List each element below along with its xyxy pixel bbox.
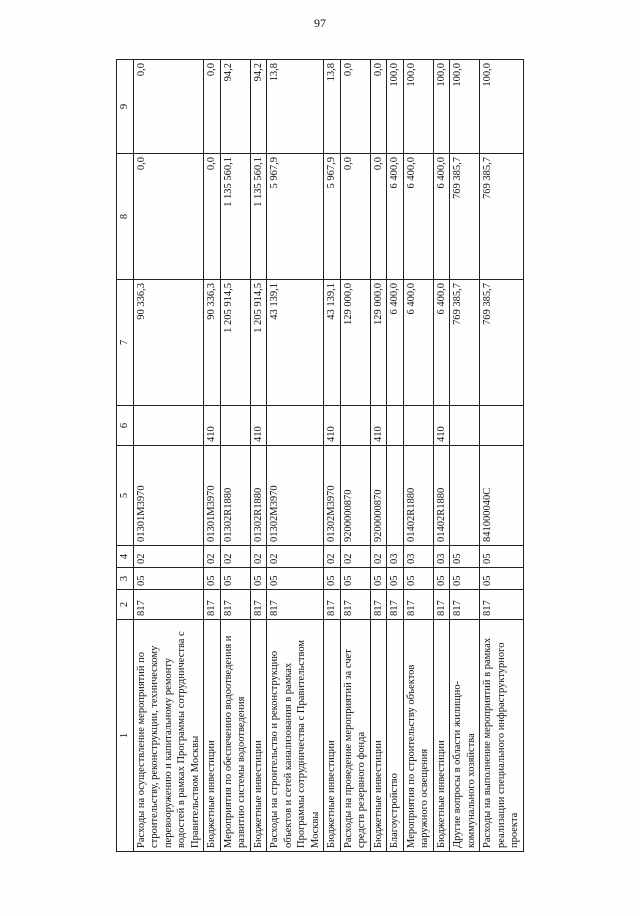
row-code-3: 05 — [250, 568, 267, 590]
header-row — [117, 60, 134, 852]
row-code-3: 05 — [480, 568, 524, 590]
table-row — [267, 60, 324, 852]
row-code-5: 01302R1880 — [220, 446, 250, 546]
row-value-8: 6 400,0 — [387, 154, 404, 280]
row-code-6 — [480, 406, 524, 446]
header-col-8: 8 — [117, 154, 134, 280]
table-row — [403, 60, 433, 852]
row-name: Бюджетные инвестиции — [324, 620, 341, 852]
row-code-6 — [387, 406, 404, 446]
row-code-5: 9200000870 — [340, 446, 370, 546]
header-col-4: 4 — [117, 546, 134, 568]
row-value-8: 1 135 560,1 — [220, 154, 250, 280]
row-code-4: 02 — [204, 546, 221, 568]
row-code-2: 817 — [133, 590, 204, 620]
row-code-6: 410 — [250, 406, 267, 446]
row-value-8: 0,0 — [133, 154, 204, 280]
row-value-7: 43 139,1 — [267, 280, 324, 406]
row-code-4: 05 — [480, 546, 524, 568]
row-code-2: 817 — [480, 590, 524, 620]
row-value-8: 6 400,0 — [403, 154, 433, 280]
row-code-2: 817 — [204, 590, 221, 620]
row-code-5: 01301M3970 — [133, 446, 204, 546]
table-row — [324, 60, 341, 852]
row-code-2: 817 — [370, 590, 387, 620]
row-code-6: 410 — [204, 406, 221, 446]
row-value-8: 769 385,7 — [450, 154, 480, 280]
row-code-3: 05 — [204, 568, 221, 590]
table-row — [387, 60, 404, 852]
row-value-7: 129 000,0 — [370, 280, 387, 406]
header-col-6: 6 — [117, 406, 134, 446]
row-code-6 — [403, 406, 433, 446]
row-code-2: 817 — [220, 590, 250, 620]
row-value-8: 5 967,9 — [324, 154, 341, 280]
table-body — [133, 60, 523, 852]
row-code-4: 05 — [450, 546, 480, 568]
table-row — [433, 60, 450, 852]
row-code-4: 02 — [133, 546, 204, 568]
row-code-6 — [340, 406, 370, 446]
row-code-6 — [450, 406, 480, 446]
row-code-5: 01301M3970 — [204, 446, 221, 546]
row-code-3: 05 — [324, 568, 341, 590]
row-code-4: 02 — [340, 546, 370, 568]
row-name: Мероприятия по строительству объектов наружного освещения — [403, 620, 433, 852]
row-value-7: 43 139,1 — [324, 280, 341, 406]
row-code-5 — [387, 446, 404, 546]
row-value-7: 1 205 914,5 — [220, 280, 250, 406]
row-code-6 — [267, 406, 324, 446]
row-code-3: 05 — [133, 568, 204, 590]
table-row — [133, 60, 204, 852]
table-row — [450, 60, 480, 852]
row-code-5: 01302M3970 — [324, 446, 341, 546]
row-value-9: 94,2 — [250, 60, 267, 154]
row-value-7: 6 400,0 — [433, 280, 450, 406]
row-value-7: 769 385,7 — [450, 280, 480, 406]
row-code-5: 01302R1880 — [250, 446, 267, 546]
row-value-8: 0,0 — [370, 154, 387, 280]
header-col-1: 1 — [117, 620, 134, 852]
row-value-8: 1 135 560,1 — [250, 154, 267, 280]
budget-table — [116, 59, 524, 852]
row-name: Расходы на строительство и реконструкцию объектов и сетей канализования в рамках Программы сотрудничества с Правительством Москвы — [267, 620, 324, 852]
row-code-2: 817 — [433, 590, 450, 620]
header-col-2: 2 — [117, 590, 134, 620]
row-value-9: 94,2 — [220, 60, 250, 154]
row-code-4: 02 — [220, 546, 250, 568]
header-col-3: 3 — [117, 568, 134, 590]
row-value-7: 769 385,7 — [480, 280, 524, 406]
row-code-5: 841000040C — [480, 446, 524, 546]
row-name: Расходы на осуществление мероприятий по строительству, реконструкции, техническому перевооружению и капитальному ремонту водостей в рамках Программы сотрудничества с Правительством Москвы — [133, 620, 204, 852]
row-code-4: 02 — [370, 546, 387, 568]
row-code-3: 05 — [220, 568, 250, 590]
header-col-5: 5 — [117, 446, 134, 546]
row-value-9: 100,0 — [403, 60, 433, 154]
row-name: Другие вопросы в области жилищно-коммунального хозяйства — [450, 620, 480, 852]
row-value-9: 0,0 — [204, 60, 221, 154]
row-code-5: 01402R1880 — [403, 446, 433, 546]
table-row — [220, 60, 250, 852]
row-code-3: 05 — [433, 568, 450, 590]
row-value-9: 13,8 — [324, 60, 341, 154]
row-code-2: 817 — [403, 590, 433, 620]
row-code-3: 05 — [450, 568, 480, 590]
row-code-4: 03 — [403, 546, 433, 568]
row-value-9: 100,0 — [480, 60, 524, 154]
table-row — [370, 60, 387, 852]
row-value-7: 90 336,3 — [133, 280, 204, 406]
row-value-9: 13,8 — [267, 60, 324, 154]
row-code-4: 02 — [267, 546, 324, 568]
row-value-8: 5 967,9 — [267, 154, 324, 280]
row-value-9: 100,0 — [387, 60, 404, 154]
row-value-8: 0,0 — [340, 154, 370, 280]
row-value-7: 129 000,0 — [340, 280, 370, 406]
row-name: Расходы на выполнение мероприятий в рамках реализации специального инфраструктурного проекта — [480, 620, 524, 852]
header-col-9: 9 — [117, 60, 134, 154]
row-code-6 — [133, 406, 204, 446]
row-value-9: 0,0 — [340, 60, 370, 154]
row-code-3: 05 — [267, 568, 324, 590]
row-code-3: 05 — [340, 568, 370, 590]
row-value-7: 6 400,0 — [403, 280, 433, 406]
table-row — [204, 60, 221, 852]
row-value-9: 100,0 — [450, 60, 480, 154]
header-col-7: 7 — [117, 280, 134, 406]
row-value-7: 1 205 914,5 — [250, 280, 267, 406]
row-name: Бюджетные инвестиции — [370, 620, 387, 852]
row-code-3: 05 — [387, 568, 404, 590]
row-code-2: 817 — [250, 590, 267, 620]
row-value-8: 0,0 — [204, 154, 221, 280]
row-code-5: 01302M3970 — [267, 446, 324, 546]
row-code-2: 817 — [267, 590, 324, 620]
row-code-6 — [220, 406, 250, 446]
row-code-3: 05 — [403, 568, 433, 590]
row-code-5: 01402R1880 — [433, 446, 450, 546]
row-name: Благоустройство — [387, 620, 404, 852]
row-name: Бюджетные инвестиции — [250, 620, 267, 852]
row-value-8: 769 385,7 — [480, 154, 524, 280]
row-code-4: 02 — [324, 546, 341, 568]
row-code-2: 817 — [450, 590, 480, 620]
row-code-6: 410 — [433, 406, 450, 446]
row-value-9: 100,0 — [433, 60, 450, 154]
row-value-7: 90 336,3 — [204, 280, 221, 406]
row-code-4: 03 — [433, 546, 450, 568]
table-row — [250, 60, 267, 852]
row-value-7: 6 400,0 — [387, 280, 404, 406]
row-name: Бюджетные инвестиции — [204, 620, 221, 852]
row-value-8: 6 400,0 — [433, 154, 450, 280]
row-code-5 — [450, 446, 480, 546]
row-value-9: 0,0 — [370, 60, 387, 154]
row-code-6: 410 — [324, 406, 341, 446]
row-code-3: 05 — [370, 568, 387, 590]
row-code-2: 817 — [387, 590, 404, 620]
row-code-5: 9200000870 — [370, 446, 387, 546]
table-row — [480, 60, 524, 852]
row-code-4: 02 — [250, 546, 267, 568]
row-name: Бюджетные инвестиции — [433, 620, 450, 852]
row-code-2: 817 — [340, 590, 370, 620]
row-name: Расходы на проведение мероприятий за счет средств резервного фонда — [340, 620, 370, 852]
row-value-9: 0,0 — [133, 60, 204, 154]
row-code-2: 817 — [324, 590, 341, 620]
budget-table-rotated — [116, 60, 586, 852]
table-row — [340, 60, 370, 852]
row-name: Мероприятия по обеспечению водоотведения и развитию системы водоотведения — [220, 620, 250, 852]
page-number: 97 — [314, 16, 326, 30]
row-code-4: 03 — [387, 546, 404, 568]
row-code-6: 410 — [370, 406, 387, 446]
